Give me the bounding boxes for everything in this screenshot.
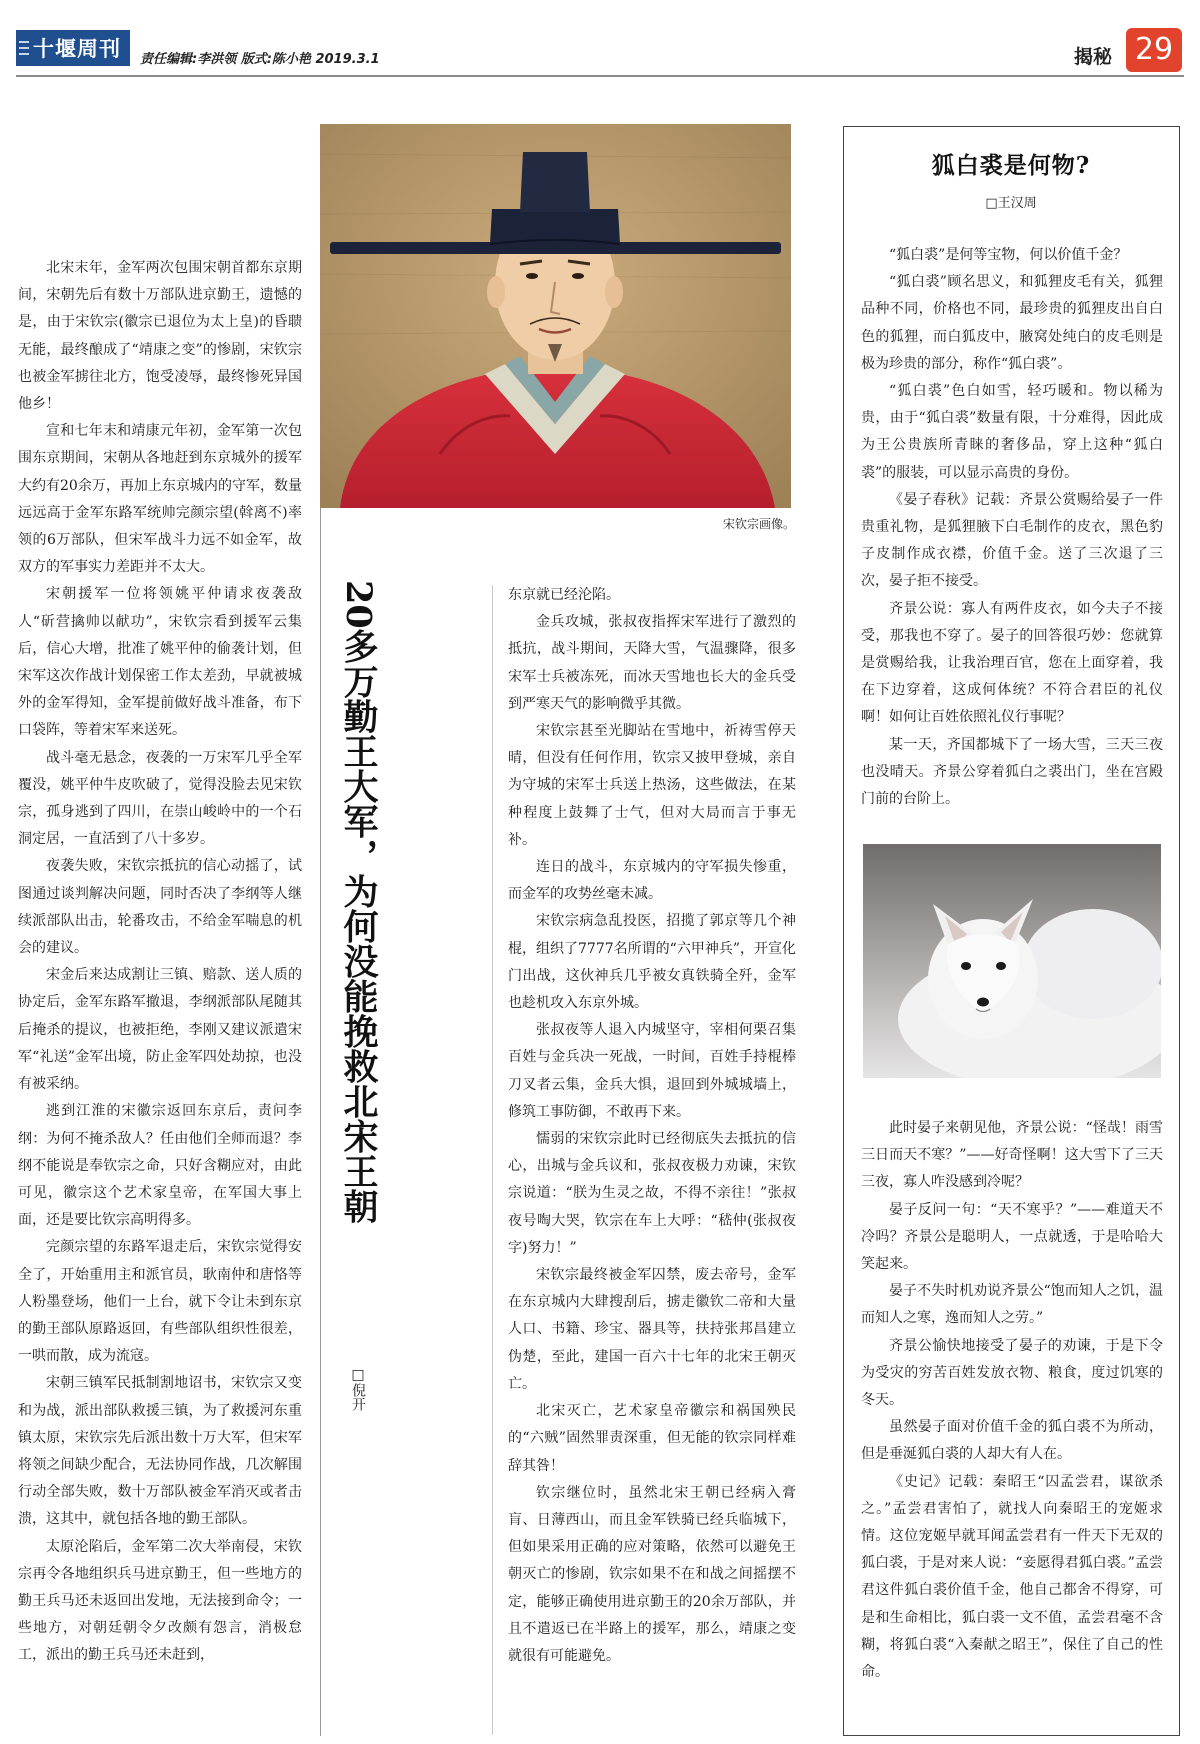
paragraph: “狐白裘”色白如雪，轻巧暖和。物以稀为贵，由于“狐白裘”数量有限，十分难得，因此成为王公贵族所青睐的奢侈品，穿上这种“狐白裘”的服装，可以显示高贵的身份。 (861, 383, 1163, 481)
section-name: 揭秘 (1074, 46, 1113, 68)
emperor-portrait-image (320, 124, 791, 508)
sidebar-title: 狐白裘是何物? (931, 152, 1091, 179)
paragraph: 某一天，齐国都城下了一场大雪，三天三夜也没晴天。齐景公穿着狐白之裘出门，坐在宫殿门前的台阶上。 (861, 736, 1163, 808)
column-divider (492, 585, 493, 1735)
masthead-title: 十堰周刊 (33, 36, 121, 61)
paragraph: 金兵攻城，张叔夜指挥宋军进行了激烈的抵抗，战斗期间，天降大雪，气温骤降，很多宋军士兵被冻死，而冰天雪地也长大的金兵受到严寒天气的影响微乎其微。 (508, 614, 796, 712)
editor-meta: 责任编辑:李洪领 版式:陈小艳 2019.3.1 (140, 52, 380, 67)
header-divider (16, 75, 1184, 77)
article-column-middle (508, 582, 796, 1692)
column-divider (320, 508, 321, 1736)
paragraph: 战斗毫无悬念，夜袭的一万宋军几乎全军覆没，姚平仲牛皮吹破了，觉得没脸去见宋钦宗，孤身逃到了四川，在崇山峻岭中的一个石洞定居，一直活到了八十多岁。 (18, 749, 302, 848)
paragraph: 完颜宗望的东路军退走后，宋钦宗觉得安全了，开始重用主和派官员，耿南仲和唐恪等人粉墨登场，他们一上台，就下令让未到东京的勤王部队原路返回，有些部队组织性很差，一哄而散，成为流寇。 (18, 1239, 302, 1365)
paragraph: 晏子不失时机劝说齐景公“饱而知人之饥，温而知人之寒，逸而知人之劳。” (861, 1283, 1163, 1327)
paragraph: 北宋末年，金军两次包围宋朝首都东京期间，宋朝先后有数十万部队进京勤王，遗憾的是，由于宋钦宗(徽宗已退位为太上皇)的昏聩无能，最终酿成了“靖康之变”的惨剧，宋钦宗也被金军掳往北方，饱受凌辱，最终惨死异国他乡！ (18, 260, 302, 413)
paragraph: 虽然晏子面对价值千金的狐白裘不为所动，但是垂涎狐白裘的人却大有人在。 (861, 1419, 1163, 1463)
paragraph: 逃到江淮的宋徽宗返回东京后，责问李纲：为何不掩杀敌人？任由他们全师而退？李纲不能说是奉钦宗之命，只好含糊应对，由此可见，徽宗这个艺术家皇帝，在军国大事上面，还是要比钦宗高明得多。 (18, 1103, 302, 1229)
paragraph: 宣和七年末和靖康元年初，金军第一次包围东京期间，宋朝从各地赶到东京城外的援军大约有20余万，再加上东京城内的守军，数量远远高于金军东路军统帅完颜宗望(斡离不)率领的6万部队，但宋军战斗力远不如金军，故双方的军事实力差距并不太大。 (18, 423, 302, 576)
paragraph: 太原沦陷后，金军第二次大举南侵，宋钦宗再令各地组织兵马进京勤王，但一些地方的勤王兵马还未返回出发地，无法接到命令；一些地方，对朝廷朝令夕改颇有怨言，消极怠工，派出的勤王兵马还未赶到， (18, 1538, 302, 1664)
masthead-logo (16, 30, 130, 66)
page-number-badge: 29 (1126, 28, 1182, 72)
paragraph: 夜袭失败，宋钦宗抵抗的信心动摇了，试图通过谈判解决问题，同时否决了李纲等人继续派部队出击，轮番攻击，不给金军喘息的机会的建议。 (18, 858, 302, 957)
paragraph: 齐景公说：寡人有两件皮衣，如今夫子不接受，那我也不穿了。晏子的回答很巧妙：您就算是赏赐给我，让我治理百官，您在上面穿着，我在下边穿着，这成何体统？不符合君臣的礼仪啊！如何让百姓依照礼仪行事呢？ (861, 600, 1163, 726)
paragraph: 宋朝三镇军民抵制割地诏书，宋钦宗又变和为战，派出部队救援三镇，为了救援河东重镇太原，宋钦宗先后派出数十万大军，但宋军将领之间缺少配合，无法协同作战，几次解围行动全部失败，数十万部队被金军消灭或者击溃，这其中，就包括各地的勤王部队。 (18, 1375, 302, 1528)
white-fox-image (863, 844, 1161, 1078)
paragraph: 宋钦宗病急乱投医，招揽了郭京等几个神棍，组织了7777名所谓的“六甲神兵”，开宣化门出战，这伙神兵几乎被女真铁骑全歼，金军也趁机攻入东京外城。 (508, 913, 796, 1012)
paragraph: 《史记》记载：秦昭王“囚孟尝君，谋欲杀之。”孟尝君害怕了，就找人向秦昭王的宠姬求情。这位宠姬早就耳闻孟尝君有一件天下无双的狐白裘，于是对来人说：“妾愿得君狐白裘。”孟尝君这件狐白裘价值千金，他自己都舍不得穿，可是和生命相比，狐白裘一文不值，孟尝君毫不含糊，将狐白裘“入秦献之昭王”，保住了自己的性命。 (861, 1473, 1163, 1681)
sidebar-box (843, 126, 1180, 1736)
image-caption: 宋钦宗画像。 (722, 517, 795, 531)
paragraph: 《晏子春秋》记载：齐景公赏赐给晏子一件贵重礼物，是狐狸腋下白毛制作的皮衣，黑色豹子皮制作成衣襟，价值千金。送了三次退了三次，晏子拒不接受。 (861, 491, 1163, 590)
paragraph: 北宋灭亡，艺术家皇帝徽宗和祸国殃民的“六贼”固然罪责深重，但无能的钦宗同样难辞其咎！ (508, 1403, 796, 1474)
page-header (0, 0, 1200, 80)
paragraph: 宋钦宗甚至光脚站在雪地中，祈祷雪停天晴，但没有任何作用，钦宗又披甲登城，亲自为守城的宋军士兵送上热汤，这些做法，在某种程度上鼓舞了士气，但对大局而言于事无补。 (508, 723, 796, 848)
paragraph: 连日的战斗，东京城内的守军损失惨重，而金军的攻势丝毫未减。 (508, 859, 796, 903)
paragraph-continued: 东京就已经沦陷。 (508, 587, 620, 603)
paragraph: “狐白裘”顾名思义，和狐狸皮毛有关，狐狸品种不同，价格也不同，最珍贵的狐狸皮出自白色的狐狸，而白狐皮中，腋窝处纯白的皮毛则是极为珍贵的部分，称作“狐白裘”。 (861, 274, 1163, 372)
paragraph: “狐白裘”是何等宝物，何以价值千金？ (889, 247, 1128, 263)
paragraph: 懦弱的宋钦宗此时已经彻底失去抵抗的信心，出城与金兵议和，张叔夜极力劝谏，宋钦宗说道：“朕为生灵之故，不得不亲往！”张叔夜号啕大哭，钦宗在车上大呼：“嵇仲(张叔夜字)努力！” (508, 1131, 796, 1256)
paragraph: 钦宗继位时，虽然北宋王朝已经病入膏肓、日薄西山，而且金军铁骑已经兵临城下，但如果采用正确的应对策略，依然可以避免王朝灭亡的惨剧，钦宗如果不在和战之间摇摆不定，能够正确使用进京勤王的20余万部队，并且不遣返已在半路上的援军，那么，靖康之变就很有可能避免。 (508, 1484, 796, 1664)
paragraph: 齐景公愉快地接受了晏子的劝谏，于是下令为受灾的穷苦百姓发放衣物、粮食，度过饥寒的冬天。 (861, 1337, 1163, 1409)
paragraph: 宋金后来达成割让三镇、赔款、送人质的协定后，金军东路军撤退，李纲派部队尾随其后掩杀的提议，也被拒绝，李刚又建议派遣宋军“礼送”金军出境，防止金军四处劫掠，也没有被采纳。 (18, 967, 302, 1093)
sidebar-author: □王汉周 (985, 196, 1037, 211)
logo-stripes-icon (19, 35, 29, 61)
article-column-left (18, 255, 302, 1735)
article-author: □倪开 (350, 1367, 366, 1411)
paragraph: 宋朝援军一位将领姚平仲请求夜袭敌人“斫营擒帅以献功”，宋钦宗看到援军云集后，信心大增，批准了姚平仲的偷袭计划，但宋军这次作战计划保密工作太差劲，早就被城外的金军得知，金军提前做好战斗准备，布下口袋阵，等着宋军来送死。 (18, 586, 302, 739)
sidebar-text-bottom (861, 1115, 1163, 1727)
paragraph: 宋钦宗最终被金军囚禁，废去帝号，金军在东京城内大肆搜刮后，掳走徽钦二帝和大量人口、书籍、珍宝、器具等，扶持张邦昌建立伪楚，至此，建国一百六十七年的北宋王朝灭亡。 (508, 1267, 796, 1392)
paragraph: 晏子反问一句：“天不寒乎？”——难道天不冷吗？齐景公是聪明人，一点就透，于是哈哈大笑起来。 (861, 1201, 1163, 1273)
paragraph: 此时晏子来朝见他，齐景公说：“怪哉！雨雪三日而天不寒？”——好奇怪啊！这大雪下了三天三夜，寡人咋没感到冷呢？ (861, 1120, 1163, 1191)
paragraph: 张叔夜等人退入内城坚守，宰相何栗召集百姓与金兵决一死战，一时间，百姓手持棍棒刀叉者云集，金兵大惧，退回到外城城墙上，修筑工事防御，不敢再下来。 (508, 1022, 796, 1120)
article-title: 20多万勤王大军，为何没能挽救北宋王朝 (338, 580, 379, 1224)
